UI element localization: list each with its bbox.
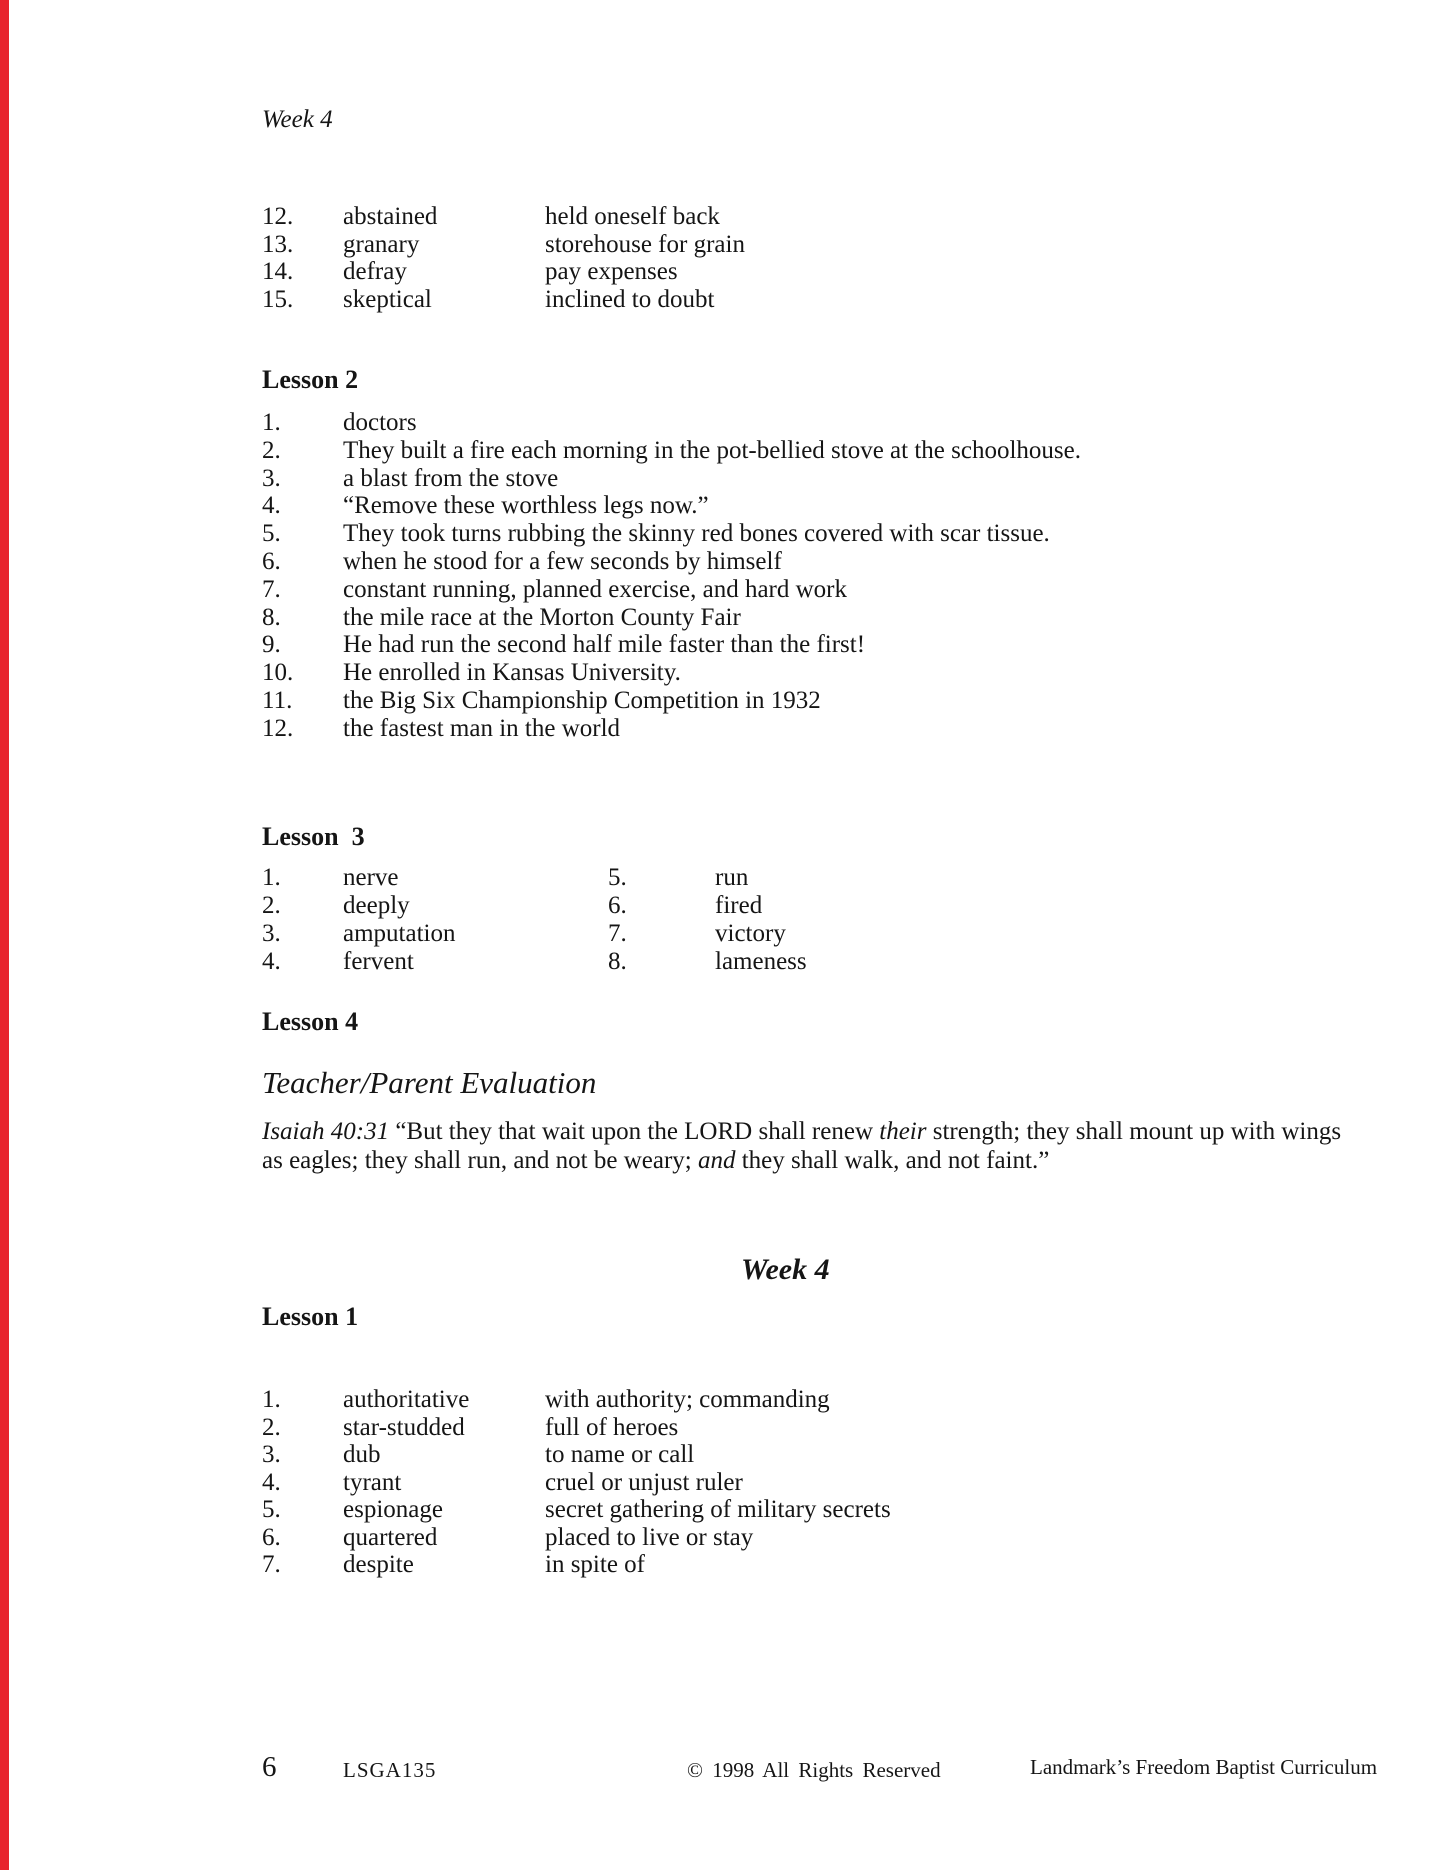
item-number: 2.: [262, 1413, 281, 1441]
lesson-2-heading: Lesson 2: [262, 365, 359, 394]
footer-page-number: 6: [262, 1751, 277, 1783]
item-number: 12.: [262, 203, 294, 230]
vocab-word: abstained: [343, 203, 438, 230]
scripture-text: strength; they shall mount up with wings as eagles; they shall run, and not be weary;: [262, 1118, 1342, 1174]
vocab-definition: held oneself back: [545, 203, 720, 230]
vocab-definition: secret gathering of military secrets: [545, 1496, 891, 1523]
item-number: 6.: [608, 892, 627, 919]
vocab-row: [262, 203, 1362, 231]
lesson-4-heading: Lesson 4: [262, 1007, 359, 1036]
vocab-definition: pay expenses: [545, 258, 678, 285]
item-number: 3.: [262, 464, 281, 492]
item-number: 5.: [262, 520, 281, 548]
vocab-row: [262, 1524, 1362, 1552]
item-number: 10.: [262, 659, 294, 687]
answer-word: fired: [715, 892, 763, 919]
item-number: 6.: [262, 1523, 281, 1551]
answer-text: constant running, planned exercise, and hard work: [343, 575, 848, 603]
answer-row: [262, 864, 592, 892]
answer-text: He enrolled in Kansas University.: [343, 659, 681, 687]
answer-row: [262, 520, 1402, 548]
answer-text: They built a fire each morning in the pot-bellied stove at the schoolhouse.: [343, 436, 1081, 464]
item-number: 4.: [262, 492, 281, 520]
answer-row: [262, 409, 1402, 437]
item-number: 14.: [262, 258, 294, 285]
answer-row: [262, 715, 1402, 743]
evaluation-title: Teacher/Parent Evaluation: [262, 1065, 597, 1100]
top-vocab-list: [262, 203, 1362, 313]
vocab-row: [262, 1496, 1362, 1524]
vocab-row: [262, 258, 1362, 286]
item-number: 1.: [262, 864, 281, 891]
footer-copyright: © 1998 All Rights Reserved: [687, 1758, 941, 1782]
scripture-reference: Isaiah 40:31: [262, 1118, 390, 1145]
answer-row: [608, 892, 938, 920]
item-number: 15.: [262, 285, 294, 313]
answer-word: victory: [715, 920, 786, 947]
item-number: 8.: [608, 948, 627, 975]
lesson-1-vocab-list: [262, 1386, 1362, 1579]
week-title: Week 4: [741, 1253, 830, 1286]
item-number: 6.: [262, 547, 281, 575]
answer-row: [262, 687, 1402, 715]
scan-edge-stripe: [0, 0, 9, 1870]
item-number: 7.: [608, 920, 627, 947]
vocab-row: [262, 1469, 1362, 1497]
answer-row: [262, 631, 1402, 659]
vocab-word: espionage: [343, 1496, 443, 1523]
lesson-1-heading: Lesson 1: [262, 1302, 359, 1331]
answer-word: nerve: [343, 864, 399, 891]
answer-row: [262, 920, 592, 948]
vocab-row: [262, 1441, 1362, 1469]
vocab-row: [262, 286, 1362, 314]
item-number: 3.: [262, 920, 281, 947]
vocab-definition: placed to live or stay: [545, 1523, 754, 1551]
answer-word: amputation: [343, 920, 456, 947]
vocab-definition: with authority; commanding: [545, 1386, 830, 1413]
lesson-2-answer-list: [262, 409, 1402, 743]
vocab-word: skeptical: [343, 285, 432, 313]
answer-text: a blast from the stove: [343, 464, 559, 492]
answer-row: [262, 604, 1402, 632]
answer-word: fervent: [343, 948, 414, 975]
item-number: 12.: [262, 714, 294, 742]
scripture-paragraph: [262, 1118, 1357, 1175]
vocab-word: granary: [343, 230, 420, 258]
item-number: 13.: [262, 230, 294, 258]
lesson-3-left-column: [262, 864, 592, 976]
answer-row: [608, 948, 938, 976]
item-number: 2.: [262, 892, 281, 919]
item-number: 8.: [262, 603, 281, 631]
vocab-row: [262, 1414, 1362, 1442]
item-number: 2.: [262, 436, 281, 464]
scripture-emphasis: and: [697, 1146, 736, 1174]
scripture-emphasis: their: [879, 1118, 927, 1145]
answer-text: the Big Six Championship Competition in 1932: [343, 686, 821, 714]
footer-publisher: Landmark’s Freedom Baptist Curriculum: [1030, 1755, 1378, 1779]
answer-row: [262, 465, 1402, 493]
vocab-row: [262, 231, 1362, 259]
answer-word: deeply: [343, 892, 410, 919]
vocab-definition: inclined to doubt: [545, 285, 715, 313]
answer-row: [262, 948, 592, 976]
item-number: 7.: [262, 1551, 281, 1578]
item-number: 11.: [262, 686, 293, 714]
scripture-text: they shall walk, and not faint.”: [735, 1146, 1050, 1174]
vocab-word: quartered: [343, 1523, 438, 1551]
answer-word: run: [715, 864, 749, 891]
answer-text: doctors: [343, 409, 417, 436]
vocab-row: [262, 1386, 1362, 1414]
vocab-word: star-studded: [343, 1413, 465, 1441]
lesson-3-right-column: [608, 864, 938, 976]
lesson-3-heading: Lesson 3: [262, 822, 365, 851]
vocab-row: [262, 1551, 1362, 1579]
vocab-definition: full of heroes: [545, 1413, 679, 1441]
vocab-word: defray: [343, 258, 407, 285]
item-number: 5.: [608, 864, 627, 891]
answer-text: “Remove these worthless legs now.”: [343, 492, 709, 520]
vocab-word: despite: [343, 1551, 414, 1578]
vocab-definition: in spite of: [545, 1551, 645, 1578]
answer-text: He had run the second half mile faster than the first!: [343, 631, 866, 659]
answer-text: the fastest man in the world: [343, 714, 621, 742]
vocab-word: tyrant: [343, 1468, 402, 1496]
answer-text: the mile race at the Morton County Fair: [343, 603, 741, 631]
answer-row: [262, 892, 592, 920]
vocab-word: dub: [343, 1441, 381, 1468]
answer-text: when he stood for a few seconds by himself: [343, 547, 782, 575]
item-number: 9.: [262, 631, 281, 659]
answer-text: They took turns rubbing the skinny red bones covered with scar tissue.: [343, 520, 1050, 548]
answer-word: lameness: [715, 948, 807, 975]
answer-row: [262, 492, 1402, 520]
answer-row: [608, 864, 938, 892]
vocab-definition: to name or call: [545, 1441, 695, 1468]
item-number: 4.: [262, 948, 281, 975]
item-number: 1.: [262, 1386, 281, 1413]
scripture-text: “But they that wait upon the LORD shall renew: [389, 1118, 880, 1145]
item-number: 7.: [262, 575, 281, 603]
answer-row: [262, 576, 1402, 604]
answer-row: [262, 548, 1402, 576]
vocab-definition: storehouse for grain: [545, 230, 745, 258]
item-number: 5.: [262, 1496, 281, 1523]
vocab-definition: cruel or unjust ruler: [545, 1468, 743, 1496]
item-number: 1.: [262, 409, 281, 436]
footer-code: LSGA135: [343, 1758, 437, 1782]
item-number: 3.: [262, 1441, 281, 1468]
answer-row: [262, 437, 1402, 465]
vocab-word: authoritative: [343, 1386, 470, 1413]
answer-row: [262, 659, 1402, 687]
item-number: 4.: [262, 1468, 281, 1496]
answer-row: [608, 920, 938, 948]
running-header: Week 4: [262, 106, 333, 133]
